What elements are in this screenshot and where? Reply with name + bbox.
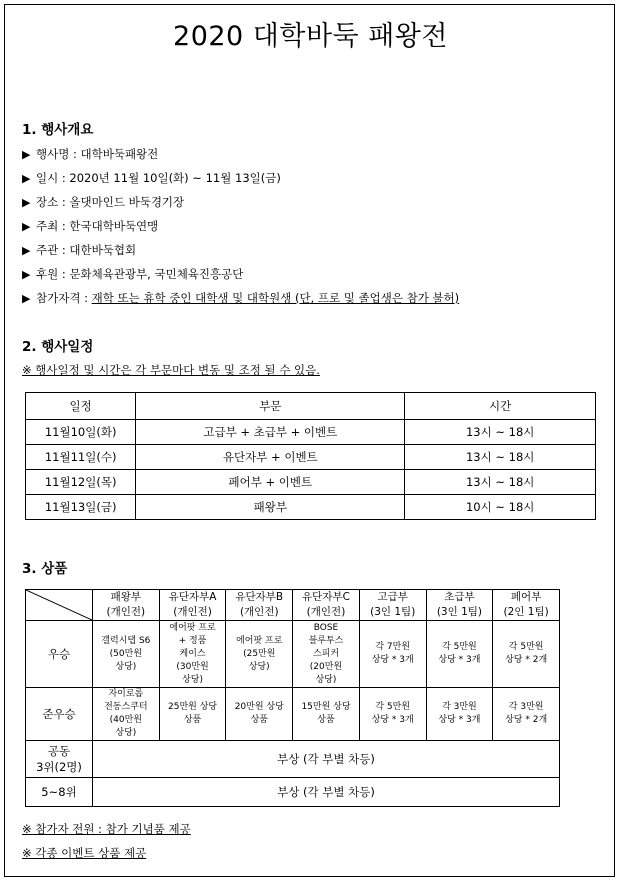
prize-cell	[359, 621, 426, 688]
bullet-triangle-icon: ▶	[22, 292, 31, 305]
cell-line: (20만원	[309, 661, 343, 672]
cell-line: 자이로롭	[108, 689, 144, 699]
prize-row-winner	[26, 621, 560, 688]
cell-line: 상당 * 3개	[438, 715, 481, 725]
prize-note-2: ※ 각종 이벤트 상품 제공	[22, 846, 147, 860]
cell-line: (40만원	[109, 715, 143, 725]
cell-line: 유단자부B	[235, 591, 284, 603]
schedule-cell: 10시 ~ 18시	[405, 495, 596, 520]
prize-header-cell	[293, 590, 360, 621]
diagonal-corner-cell	[26, 590, 93, 621]
overview-item	[22, 194, 184, 210]
schedule-table	[25, 392, 596, 520]
schedule-cell: 11월11일(수)	[26, 445, 136, 470]
overview-item-text: 주최 : 한국대학바둑연맹	[36, 219, 159, 233]
cell-line: + 정품	[178, 635, 207, 646]
cell-line: 각 5만원	[442, 642, 477, 652]
cell-line: BOSE	[313, 622, 339, 633]
prize-header-cell	[359, 590, 426, 621]
schedule-row	[26, 470, 596, 495]
schedule-row	[26, 495, 596, 520]
cell-line: 상당)	[115, 728, 137, 738]
diagonal-line	[26, 590, 92, 620]
prize-cell	[93, 688, 160, 741]
fifth-value: 부상 (각 부별 차등)	[93, 778, 560, 807]
cell-line: 유단자부A	[168, 591, 217, 603]
third-label	[26, 741, 93, 778]
cell-line: 상당 * 2개	[505, 715, 548, 725]
fifth-label: 5~8위	[26, 778, 93, 807]
schedule-cell: 페어부 + 이벤트	[136, 470, 405, 495]
overview-item	[22, 170, 281, 186]
cell-line: 상당)	[182, 674, 203, 685]
prize-cell	[493, 688, 560, 741]
winner-label: 우승	[26, 621, 93, 688]
bullet-triangle-icon: ▶	[22, 148, 31, 161]
schedule-cell: 고급부 + 초급부 + 이벤트	[136, 420, 405, 445]
cell-line: 스피커	[312, 648, 340, 659]
bullet-triangle-icon: ▶	[22, 172, 31, 185]
cell-line: 각 5만원	[508, 642, 544, 652]
overview-item-text: 주관 : 대한바둑협회	[36, 243, 137, 257]
cell-line: 상품	[317, 715, 335, 725]
overview-item	[22, 266, 243, 282]
cell-line: (개인전)	[239, 606, 279, 618]
bullet-triangle-icon: ▶	[22, 196, 31, 209]
prize-header-cell	[426, 590, 493, 621]
cell-line: 에어팟 프로	[169, 622, 216, 633]
cell-line: 갤럭시탭 S6	[101, 635, 151, 646]
cell-line: 15만원 상당	[301, 702, 351, 712]
runner-up-label: 준우승	[26, 688, 93, 741]
schedule-cell: 유단자부 + 이벤트	[136, 445, 405, 470]
schedule-note: ※ 행사일정 및 시간은 각 부문마다 변동 및 조정 될 수 있음.	[22, 363, 320, 377]
schedule-row	[26, 445, 596, 470]
prize-cell	[293, 688, 360, 741]
cell-line: 블루투스	[308, 635, 344, 646]
schedule-header-cell: 일정	[26, 393, 136, 420]
schedule-cell: 패왕부	[136, 495, 405, 520]
prize-cell	[426, 688, 493, 741]
cell-line: 상품	[250, 715, 268, 725]
prize-cell	[493, 621, 560, 688]
prize-note-1: ※ 참가자 전원 : 참가 기념품 제공	[22, 822, 191, 836]
prize-cell	[159, 688, 226, 741]
cell-line: (개인전)	[306, 606, 346, 618]
overview-item-text: 후원 : 문화체육관광부, 국민체육진흥공단	[36, 267, 244, 281]
overview-item	[22, 242, 136, 258]
prize-cell	[293, 621, 360, 688]
cell-line: 25만원 상당	[168, 702, 218, 712]
schedule-cell: 13시 ~ 18시	[405, 420, 596, 445]
overview-item-eligibility	[22, 290, 459, 306]
cell-line: (50만원	[109, 648, 143, 659]
third-value: 부상 (각 부별 차등)	[93, 741, 560, 778]
eligibility-label: 참가자격 :	[36, 291, 92, 305]
prize-header-cell	[159, 590, 226, 621]
cell-line: 고급부	[377, 591, 408, 603]
cell-line: 케이스	[179, 648, 206, 659]
cell-line: 공동	[47, 744, 71, 758]
cell-line: (개인전)	[106, 606, 146, 618]
prize-cell	[226, 688, 293, 741]
overview-item	[22, 146, 158, 162]
schedule-cell: 13시 ~ 18시	[405, 470, 596, 495]
overview-item-text: 일시 : 2020년 11월 10일(화) ~ 11월 13일(금)	[36, 171, 281, 185]
schedule-cell: 13시 ~ 18시	[405, 445, 596, 470]
prize-header-row	[26, 590, 560, 621]
cell-line: (2인 1팀)	[503, 606, 549, 618]
schedule-cell: 11월13일(금)	[26, 495, 136, 520]
cell-line: 유단자부C	[302, 591, 350, 603]
prize-cell	[359, 688, 426, 741]
overview-item	[22, 218, 158, 234]
overview-item-text: 행사명 : 대학바둑패왕전	[36, 147, 159, 161]
cell-line: 패왕부	[110, 591, 142, 603]
prize-cell	[93, 621, 160, 688]
cell-line: 페어부	[510, 591, 542, 603]
prize-cell	[426, 621, 493, 688]
cell-line: 상당 * 3개	[371, 715, 414, 725]
cell-line: 에어팟 프로	[236, 635, 283, 646]
prize-header-cell	[493, 590, 560, 621]
section-heading-overview: 1. 행사개요	[22, 122, 94, 138]
eligibility-text: 재학 또는 휴학 중인 대학생 및 대학원생 (단, 프로 및 졸업생은 참가 불허)	[91, 291, 460, 305]
schedule-cell: 11월12일(목)	[26, 470, 136, 495]
cell-line: (30만원	[176, 661, 209, 672]
bullet-triangle-icon: ▶	[22, 220, 31, 233]
page-title: 2020 대학바둑 패왕전	[173, 21, 448, 52]
cell-line: 각 3만원	[508, 702, 544, 712]
schedule-row	[26, 420, 596, 445]
prize-header-cell	[226, 590, 293, 621]
schedule-header-row	[26, 393, 596, 420]
cell-line: 전동스쿠터	[104, 702, 148, 712]
prize-row-third	[26, 741, 560, 778]
bullet-triangle-icon: ▶	[22, 244, 31, 257]
schedule-header-cell: 부문	[136, 393, 405, 420]
section-heading-schedule: 2. 행사일정	[22, 339, 94, 355]
section-heading-prizes: 3. 상품	[22, 561, 68, 577]
cell-line: 각 5만원	[375, 702, 411, 712]
cell-line: (3인 1팀)	[370, 606, 416, 618]
prize-cell	[159, 621, 226, 688]
cell-line: 상당)	[115, 661, 137, 672]
schedule-cell: 11월10일(화)	[26, 420, 136, 445]
cell-line: 각 3만원	[442, 702, 477, 712]
prize-header-cell	[93, 590, 160, 621]
cell-line: 초급부	[444, 591, 475, 603]
cell-line: 상당)	[315, 674, 337, 685]
cell-line: 3위(2명)	[36, 760, 82, 774]
cell-line: 각 7만원	[375, 642, 411, 652]
cell-line: (25만원	[243, 648, 276, 659]
cell-line: (개인전)	[173, 606, 212, 618]
prize-row-fifth	[26, 778, 560, 807]
cell-line: 상당 * 3개	[438, 655, 481, 665]
cell-line: 상당)	[248, 661, 270, 672]
cell-line: 상당 * 3개	[371, 655, 414, 665]
cell-line: (3인 1팀)	[436, 606, 482, 618]
cell-line: 20만원 상당	[234, 702, 284, 712]
schedule-header-cell: 시간	[405, 393, 596, 420]
bullet-triangle-icon: ▶	[22, 268, 31, 281]
prize-table	[25, 589, 560, 807]
overview-item-text: 장소 : 올댓마인드 바둑경기장	[36, 195, 185, 209]
cell-line: 상당 * 2개	[505, 655, 548, 665]
prize-cell	[226, 621, 293, 688]
cell-line: 상품	[183, 715, 202, 725]
prize-row-runner-up	[26, 688, 560, 741]
